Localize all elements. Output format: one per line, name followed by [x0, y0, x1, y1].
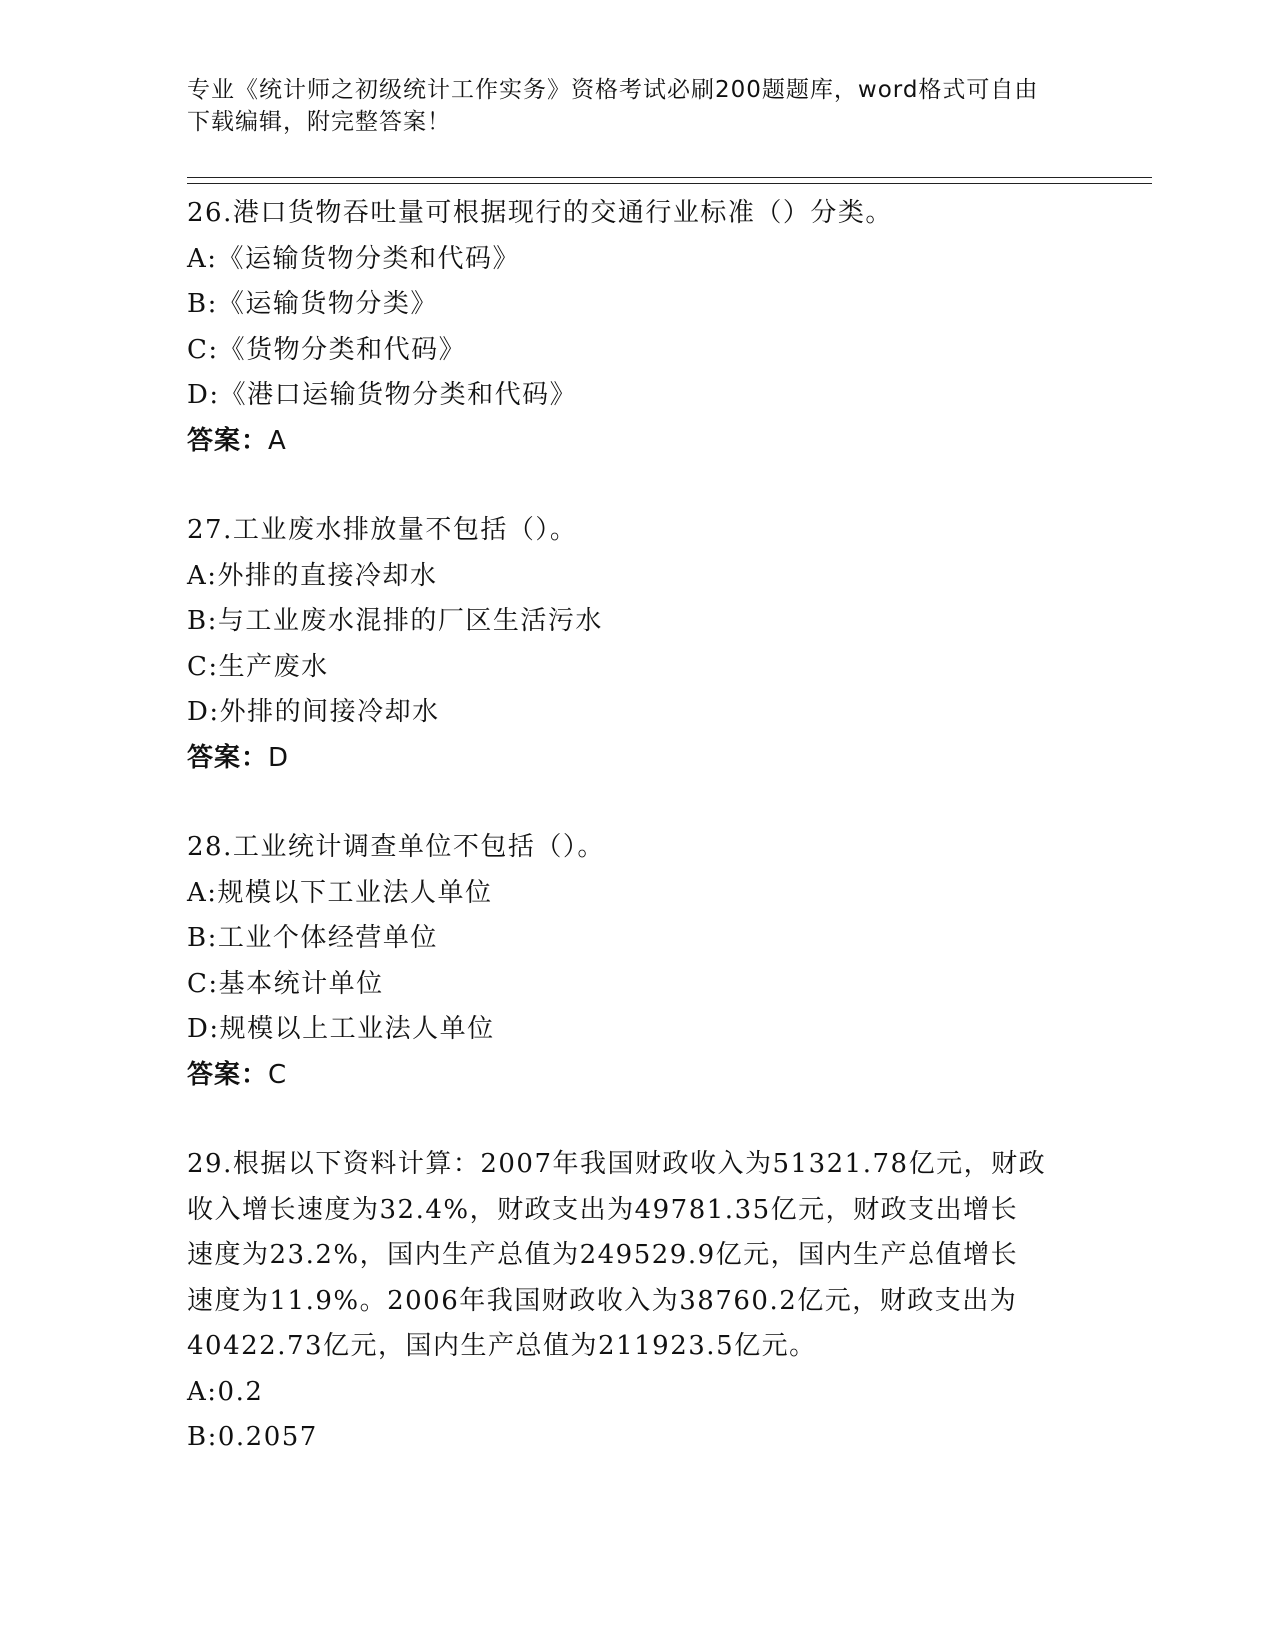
header-line-2: 下载编辑，附完整答案！	[187, 109, 451, 135]
answer-label: 答案：	[187, 1059, 269, 1090]
question-stem: 27.工业废水排放量不包括（）。	[187, 515, 578, 545]
option-a: A:《运输货物分类和代码》	[187, 243, 521, 274]
answer-line	[187, 419, 1087, 465]
option-d: D:规模以上工业法人单位	[187, 1014, 495, 1044]
option-c: C:生产废水	[187, 651, 329, 682]
question-27	[187, 508, 1087, 781]
document-header	[187, 74, 1067, 138]
option-a: A:规模以下工业法人单位	[187, 877, 493, 908]
option-b: B:0.2057	[187, 1422, 318, 1452]
header-line-1: 专业《统计师之初级统计工作实务》资格考试必刷200题题库，word格式可自由	[187, 77, 1039, 103]
option-d: D:《港口运输货物分类和代码》	[187, 380, 578, 410]
question-stem-line-3: 速度为23.2%，国内生产总值为249529.9亿元，国内生产总值增长	[187, 1240, 1019, 1270]
header-divider-top	[187, 177, 1152, 178]
option-c: C:基本统计单位	[187, 968, 384, 999]
option-b: B:《运输货物分类》	[187, 289, 438, 319]
question-stem-line-2: 收入增长速度为32.4%，财政支出为49781.35亿元，财政支出增长	[187, 1194, 1019, 1225]
option-a: A:0.2	[187, 1376, 264, 1407]
header-divider-bottom	[187, 183, 1152, 184]
question-stem-line-5: 40422.73亿元，国内生产总值为211923.5亿元。	[187, 1331, 817, 1361]
question-stem-line-4: 速度为11.9%。2006年我国财政收入为38760.2亿元，财政支出为	[187, 1285, 1018, 1316]
question-28	[187, 825, 1087, 1098]
answer-label: 答案：	[187, 742, 269, 773]
option-a: A:外排的直接冷却水	[187, 560, 438, 591]
answer-line	[187, 736, 1087, 782]
question-stem: 26.港口货物吞吐量可根据现行的交通行业标准（）分类。	[187, 198, 893, 228]
option-b: B:工业个体经营单位	[187, 923, 438, 953]
option-b: B:与工业废水混排的厂区生活污水	[187, 606, 603, 636]
question-stem-line-1: 29.根据以下资料计算：2007年我国财政收入为51321.78亿元，财政	[187, 1149, 1047, 1179]
question-list	[187, 191, 1087, 1505]
answer-value: D	[268, 742, 290, 773]
answer-line	[187, 1053, 1087, 1099]
answer-value: C	[268, 1059, 288, 1090]
option-d: D:外排的间接冷却水	[187, 697, 440, 727]
answer-label: 答案：	[187, 425, 269, 456]
question-stem: 28.工业统计调查单位不包括（）。	[187, 832, 605, 862]
option-c: C:《货物分类和代码》	[187, 334, 467, 365]
question-26	[187, 191, 1087, 464]
answer-value: A	[268, 425, 287, 456]
question-29	[187, 1142, 1087, 1461]
